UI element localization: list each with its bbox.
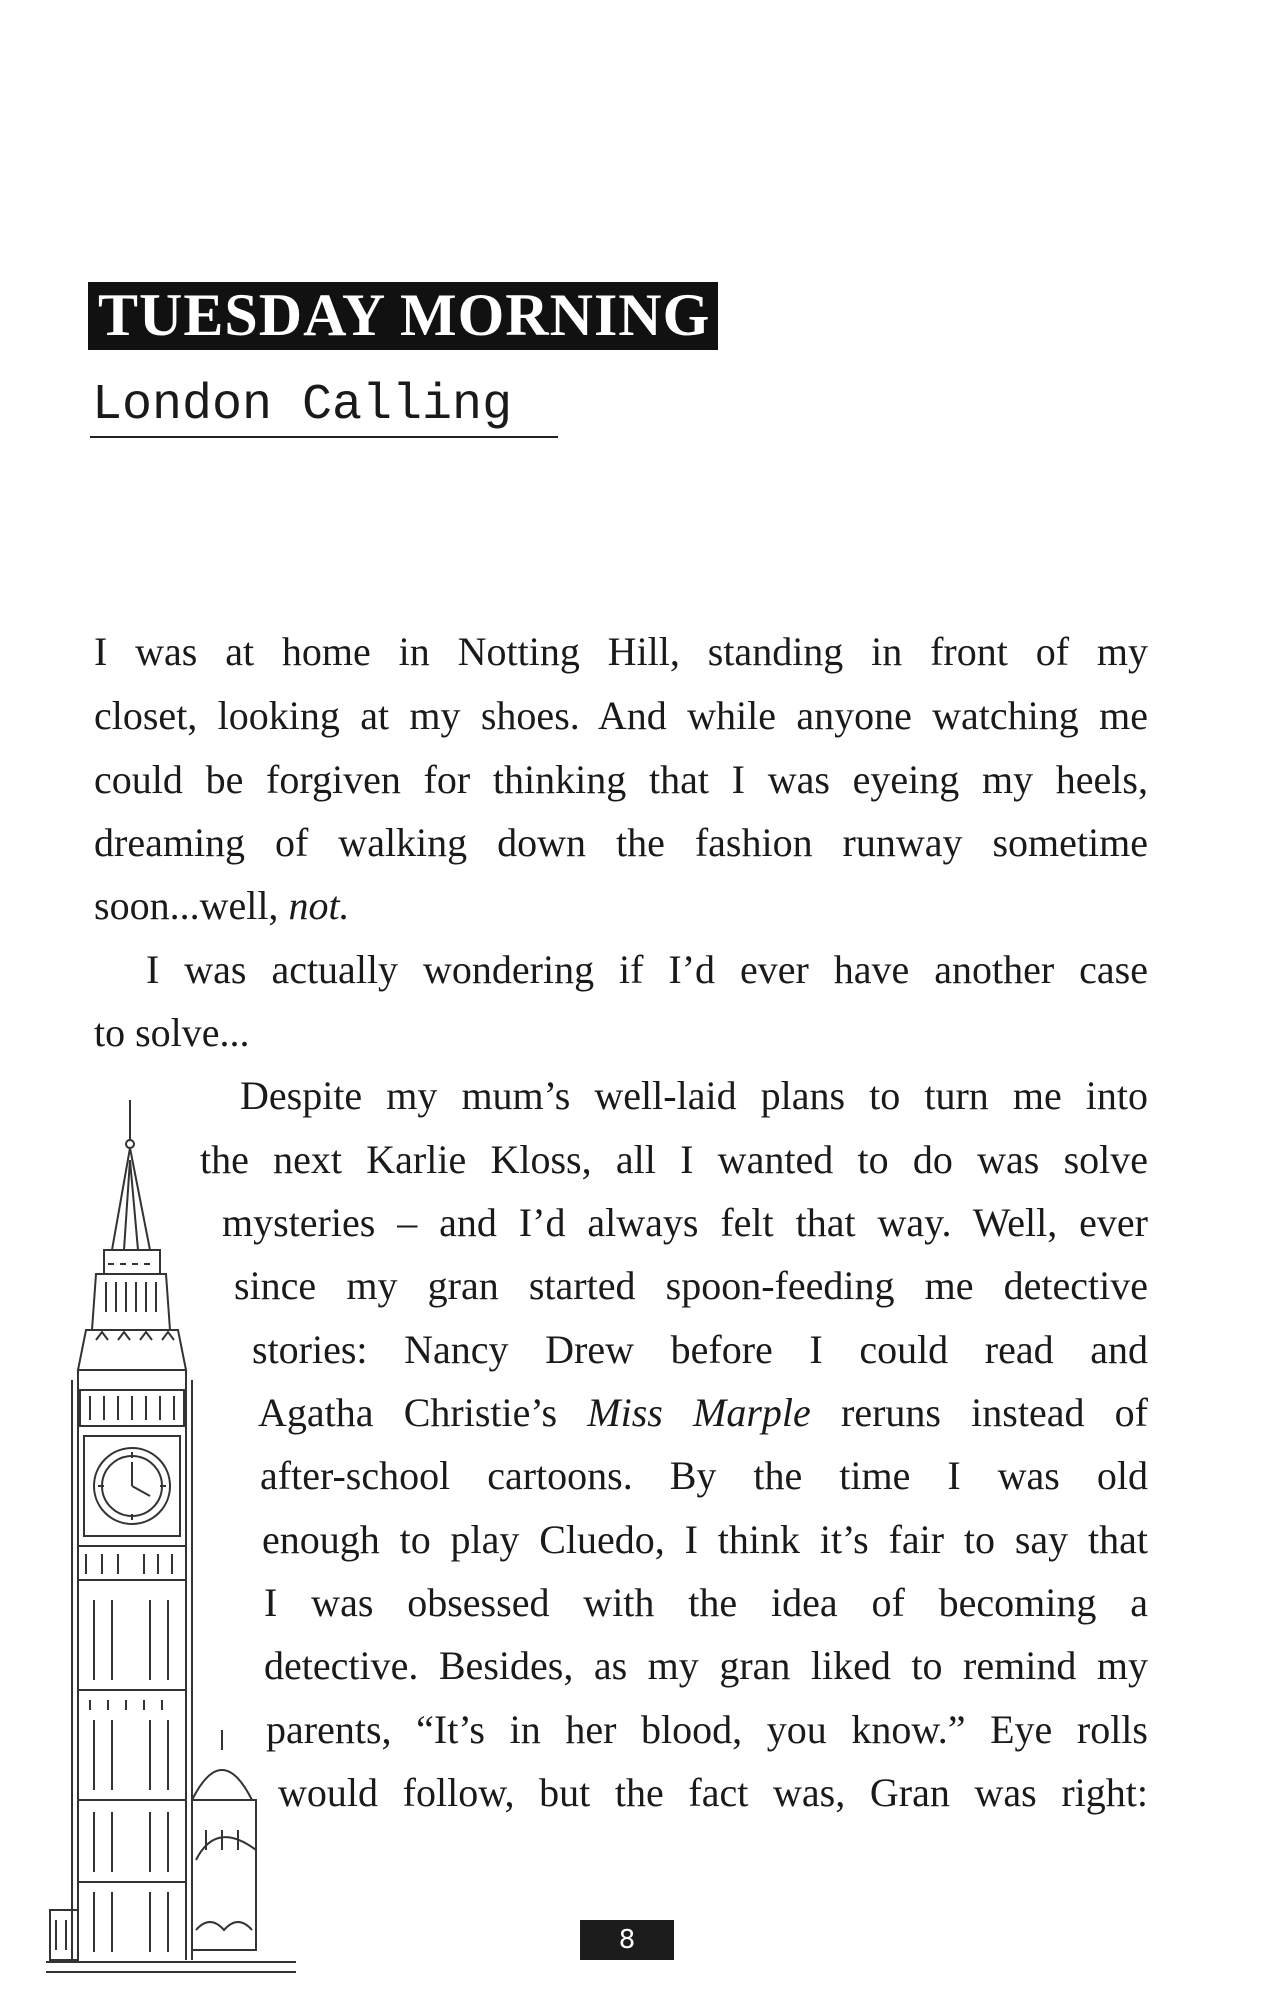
text-fragment: reruns instead of [841, 1390, 1148, 1435]
text-line: stories: Nancy Drew before I could read and [252, 1327, 1148, 1372]
page-number-box: 8 [580, 1920, 674, 1960]
text-line [258, 1381, 1148, 1445]
text-line: the next Karlie Kloss, all I wanted to do was solve [200, 1137, 1148, 1182]
chapter-day-heading: TUESDAY MORNING [88, 282, 718, 350]
text-line: would follow, but the fact was, Gran was right: [278, 1770, 1148, 1815]
text-line: detective. Besides, as my gran liked to remind my [264, 1643, 1148, 1688]
text-line [94, 874, 1148, 938]
text-line: I was actually wondering if I’d ever have another case [146, 947, 1148, 992]
text-fragment: Agatha Christie’s [258, 1390, 558, 1435]
chapter-title: London Calling [92, 377, 513, 434]
emphasis-text: Miss Marple [587, 1390, 811, 1435]
chapter-title-underline [90, 436, 558, 438]
emphasis-text: not. [288, 883, 350, 928]
text-line: since my gran started spoon-feeding me detective [234, 1263, 1148, 1308]
text-line: to solve... [94, 1010, 250, 1055]
text-line: could be forgiven for thinking that I was eyeing my heels, [94, 757, 1148, 802]
text-line: parents, “It’s in her blood, you know.” Eye rolls [266, 1707, 1148, 1752]
text-line: after-school cartoons. By the time I was old [260, 1453, 1148, 1498]
text-fragment: soon...well, [94, 883, 279, 928]
big-ben-clock-tower-icon [46, 1100, 296, 1990]
text-line: dreaming of walking down the fashion runway sometime [94, 820, 1148, 865]
text-line: enough to play Cluedo, I think it’s fair to say that [262, 1517, 1148, 1562]
text-line: Despite my mum’s well-laid plans to turn me into [240, 1073, 1148, 1118]
text-line: I was at home in Notting Hill, standing in front of my [94, 629, 1148, 674]
text-line: closet, looking at my shoes. And while anyone watching me [94, 693, 1148, 738]
text-line: I was obsessed with the idea of becoming a [264, 1580, 1148, 1625]
text-line: mysteries – and I’d always felt that way. Well, ever [222, 1200, 1148, 1245]
